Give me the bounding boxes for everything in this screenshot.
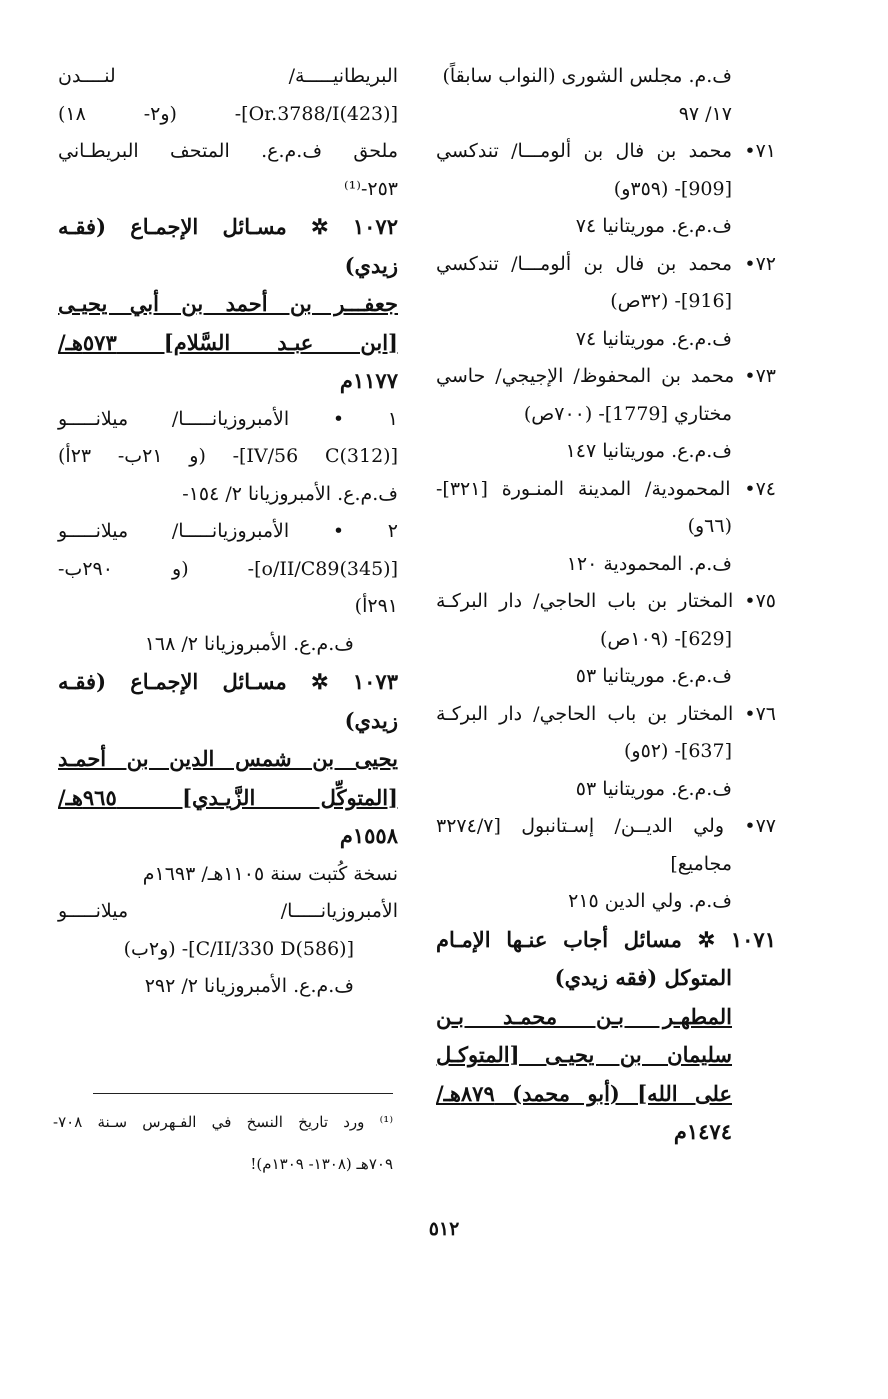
footnote [53,1101,393,1185]
footnote-line: ٧٠٩هـ (١٣٠٨- ١٣٠٩م)! [250,1155,393,1173]
footnote-line: ⁽¹⁾ ورد تاريخ النسخ في الفـهرس سـنة ٧٠٨- [53,1113,393,1131]
text-line: [Or.3788/I(423)]- (و٢- ١٨) [58,102,398,125]
text-line: [ابن عبـد السَّلام] ٥٧٣هـ/ [58,329,398,355]
text-line: [916]- (٣٢ص) [610,290,732,312]
text-line: زيدي) [344,252,398,278]
page-number: ٥١٢ [428,1218,460,1240]
text-line: ١٠٧١ ✲ مسائل أجاب عنـها الإمـام [436,926,776,952]
text-line: ٧٧• ولي الديــن/ إسـتانبول [٣٢٧٤/٧ [436,815,776,837]
text-line: ٧٤• المحمودية/ المدينة المنـورة [٣٢١]- [436,477,776,500]
text-line: ف.م. مجلس الشورى (النواب سابقاً) [442,65,732,87]
text-line: ف.م.ع. الأمبروزيانا ٢/ ١٦٨ [144,632,354,655]
text-line: على الله] (أبو محمد) ٨٧٩هـ/ [436,1080,732,1106]
text-line: مجاميع] [670,852,732,875]
right-column [436,58,776,1152]
text-line: [IV/56 C(312)]- (و ٢١ب- ٢٣أ) [58,445,398,467]
text-line: ١٠٧٢ ✲ مسـائل الإجمـاع (فقـه [58,214,398,239]
text-line: (٦٦و) [687,515,732,537]
text-line: ف.م.ع. موريتانيا ١٤٧ [565,440,732,462]
text-line: ف.م. المحمودية ١٢٠ [566,552,732,575]
text-line: يحيى بن شمس الدين بن أحمـد [58,746,398,771]
text-line: ٧١• محمد بن فال بن ألومـــا/ تندكسي [436,140,776,162]
text-line: المتوكل (فقه زيدي) [554,965,732,990]
text-line: ف.م.ع. الأمبروزيانا ٢/ ١٥٤- [182,482,398,505]
text-line: ٧٣• محمد بن المحفوظ/ الإجيجي/ حاسي [436,365,776,387]
text-line: ٧٥• المختار بن باب الحاجي/ دار البركـة [436,590,776,612]
text-line: [o/II/C89(345)]- (و ٢٩٠ب- [58,557,398,580]
text-line: ٢٩١أ) [354,595,398,617]
text-line: ١ • الأمبروزيانـــــا/ ميلانـــــو [58,407,398,430]
text-line: ٢٥٣-⁽¹⁾ [343,177,398,200]
text-line: ف.م.ع. موريتانيا ٥٣ [575,665,732,687]
text-line: [629]- (١٠٩ص) [600,627,732,650]
text-line: الأمبروزيانـــــا/ ميلانـــــو [58,900,398,922]
text-line: سليمان بن يحيـى [المتوكـل [436,1042,732,1067]
text-line: ١٠٧٣ ✲ مسـائل الإجمـاع (فقـه [58,669,398,694]
text-line: جعفـــر بن أحمد بن أبي يحيـى [58,291,398,316]
text-line: ١٥٥٨م [339,823,398,848]
text-line: زيدي) [344,707,398,733]
text-line: ١٧/ ٩٧ [678,102,732,125]
text-line: [المتوكِّل الزَّيـدي] ٩٦٥هـ/ [58,784,398,810]
text-line: [C/II/330 D(586)]- (و٢ب) [123,937,354,960]
footnote-divider [93,1093,393,1094]
text-line: ف.م.ع. موريتانيا ٧٤ [575,215,732,237]
text-line: ف.م.ع. موريتانيا ٥٣ [575,777,732,800]
text-line: المطهـر بـن محمـد بـن [436,1003,732,1029]
text-line: ف.م.ع. موريتانيا ٧٤ [575,327,732,350]
text-line: ٧٦• المختار بن باب الحاجي/ دار البركـة [436,702,776,725]
left-column [58,58,398,1006]
text-line: نسخة كُتبت سنة ١١٠٥هـ/ ١٦٩٣م [142,862,398,885]
text-line: ١١٧٧م [339,368,398,393]
text-line: ف.م. ولي الدين ٢١٥ [568,890,732,912]
text-line: ١٤٧٤م [673,1119,732,1144]
text-line: ف.م.ع. الأمبروزيانا ٢/ ٢٩٢ [144,975,354,997]
text-line: ملحق ف.م.ع. المتحف البريطـاني [58,140,398,162]
text-line: البريطانيـــــة/ لنــــدن [58,65,398,87]
text-line: [909]- (٣٥٩و) [613,177,732,200]
text-line: [637]- (٥٢و) [624,740,732,762]
text-line: ٢ • الأمبروزيانـــــا/ ميلانـــــو [58,520,398,542]
text-line: مختاري [1779]- (٧٠٠ص) [523,402,732,425]
text-line: ٧٢• محمد بن فال بن ألومـــا/ تندكسي [436,252,776,275]
